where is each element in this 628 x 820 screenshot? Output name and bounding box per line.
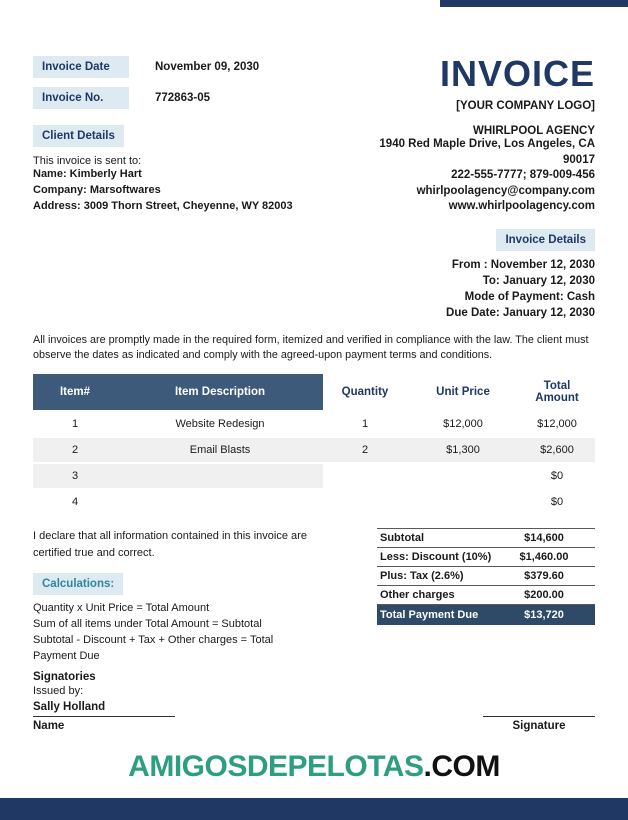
calc-line: Sum of all items under Total Amount = Subtotal bbox=[33, 618, 262, 631]
lower-left-column bbox=[33, 528, 333, 732]
calculations-section bbox=[33, 573, 333, 665]
client-details-section bbox=[33, 125, 330, 215]
summary-value: $14,600 bbox=[524, 532, 564, 545]
items-table-header-row bbox=[33, 374, 595, 410]
invoice-details-section bbox=[330, 229, 595, 321]
item-description-cell: Website Redesign bbox=[175, 418, 265, 431]
summary-discount-row bbox=[377, 548, 595, 567]
signature-line bbox=[483, 716, 595, 732]
invoice-to-date: To: January 12, 2030 bbox=[482, 274, 595, 287]
summary-subtotal-row bbox=[377, 528, 595, 548]
invoice-from-date: From : November 12, 2030 bbox=[451, 258, 595, 271]
issued-by-label: Issued by: bbox=[33, 684, 84, 697]
item-description-cell: Email Blasts bbox=[117, 438, 323, 462]
summary-label: Other charges bbox=[380, 589, 455, 602]
invoice-number-value: 772863-05 bbox=[155, 92, 210, 104]
calculation-lines bbox=[33, 601, 318, 665]
total-payment-due-label: Total Payment Due bbox=[380, 609, 479, 622]
client-address: Address: 3009 Thorn Street, Cheyenne, WY 82003 bbox=[33, 199, 293, 212]
summary-table bbox=[377, 528, 595, 625]
item-description-cell bbox=[117, 464, 323, 488]
company-address-line2: 90017 bbox=[563, 153, 595, 166]
footer-brand-name: AMIGOSDEPELOTAS bbox=[128, 750, 424, 783]
quantity-cell bbox=[323, 490, 407, 514]
header-right-column bbox=[330, 53, 595, 321]
unit-price-cell bbox=[407, 464, 519, 488]
item-number-cell: 4 bbox=[71, 496, 79, 509]
item-number-cell: 3 bbox=[33, 464, 117, 488]
unit-price-cell: $1,300 bbox=[407, 438, 519, 462]
company-logo-placeholder: [YOUR COMPANY LOGO] bbox=[456, 100, 595, 112]
issuer-name: Sally Holland bbox=[33, 699, 175, 717]
client-intro-text: This invoice is sent to: bbox=[33, 155, 142, 167]
table-row bbox=[33, 490, 595, 514]
company-email: whirlpoolagency@company.com bbox=[416, 184, 595, 197]
total-amount-cell: $12,000 bbox=[537, 418, 577, 431]
table-row bbox=[33, 464, 595, 488]
calc-line: Quantity x Unit Price = Total Amount bbox=[33, 602, 210, 615]
issuer-name-label: Name bbox=[33, 719, 65, 732]
invoice-number-row bbox=[33, 87, 330, 109]
signatories-heading: Signatories bbox=[33, 670, 96, 683]
invoice-date-row bbox=[33, 56, 330, 78]
footer-brand bbox=[0, 750, 628, 784]
summary-label: Plus: Tax (2.6%) bbox=[380, 570, 464, 583]
header-item-description: Item Description bbox=[117, 374, 323, 410]
summary-label: Subtotal bbox=[380, 532, 424, 545]
item-number-cell: 2 bbox=[33, 438, 117, 462]
header-unit-price: Unit Price bbox=[407, 374, 519, 410]
invoice-date-value: November 09, 2030 bbox=[155, 61, 260, 73]
signature-label: Signature bbox=[512, 719, 566, 732]
unit-price-cell: $12,000 bbox=[443, 418, 483, 431]
total-payment-due-row bbox=[377, 605, 595, 625]
lower-right-column bbox=[377, 528, 595, 732]
summary-label: Less: Discount (10%) bbox=[380, 551, 492, 564]
quantity-cell bbox=[323, 464, 407, 488]
quantity-cell: 1 bbox=[361, 418, 369, 431]
calc-line: Subtotal - Discount + Tax + Other charges = Total Payment Due bbox=[33, 634, 274, 662]
total-amount-cell: $0 bbox=[550, 496, 564, 509]
summary-value: $1,460.00 bbox=[519, 551, 569, 564]
bottom-accent-bar bbox=[0, 798, 628, 820]
declaration-text: I declare that all information contained in this invoice are certified true and correct. bbox=[33, 530, 307, 559]
header-item-number: Item# bbox=[33, 374, 117, 410]
company-website: www.whirlpoolagency.com bbox=[448, 200, 595, 213]
item-number-cell: 1 bbox=[71, 418, 79, 431]
client-company: Company: Marsoftwares bbox=[33, 183, 161, 196]
items-table bbox=[33, 372, 595, 516]
unit-price-cell bbox=[407, 490, 519, 514]
header-section bbox=[33, 53, 595, 321]
footer-brand-tld: .COM bbox=[423, 750, 500, 783]
invoice-details-heading: Invoice Details bbox=[496, 229, 595, 251]
company-phone: 222-555-7777; 879-009-456 bbox=[451, 169, 595, 182]
invoice-date-label: Invoice Date bbox=[33, 56, 129, 78]
total-amount-cell: $2,600 bbox=[519, 438, 595, 462]
total-payment-due-value: $13,720 bbox=[524, 609, 564, 622]
invoice-number-label: Invoice No. bbox=[33, 87, 129, 109]
header-left-column bbox=[33, 56, 330, 321]
calculations-heading: Calculations: bbox=[33, 573, 123, 595]
table-row bbox=[33, 438, 595, 462]
client-name: Name: Kimberly Hart bbox=[33, 168, 142, 180]
top-accent-strip bbox=[440, 0, 628, 7]
company-address-line1: 1940 Red Maple Drive, Los Angeles, CA bbox=[379, 138, 595, 150]
summary-other-charges-row bbox=[377, 586, 595, 605]
header-total-amount: Total Amount bbox=[519, 374, 595, 410]
payment-mode: Mode of Payment: Cash bbox=[464, 290, 595, 303]
summary-tax-row bbox=[377, 567, 595, 586]
quantity-cell: 2 bbox=[323, 438, 407, 462]
header-quantity: Quantity bbox=[323, 374, 407, 410]
lower-section bbox=[33, 528, 595, 732]
terms-notice: All invoices are promptly made in the required form, itemized and verified in compliance with the law. The client must observe the dates as indicated and comply with the agreed-upon payment terms and conditions. bbox=[33, 333, 589, 362]
client-details-heading: Client Details bbox=[33, 125, 124, 147]
page-title: INVOICE bbox=[439, 53, 595, 94]
summary-value: $379.60 bbox=[524, 570, 564, 583]
summary-value: $200.00 bbox=[524, 589, 564, 602]
item-description-cell bbox=[117, 490, 323, 514]
table-row bbox=[33, 412, 595, 436]
due-date: Due Date: January 12, 2030 bbox=[446, 306, 595, 319]
company-name: WHIRLPOOL AGENCY bbox=[472, 125, 595, 137]
total-amount-cell: $0 bbox=[550, 470, 564, 483]
